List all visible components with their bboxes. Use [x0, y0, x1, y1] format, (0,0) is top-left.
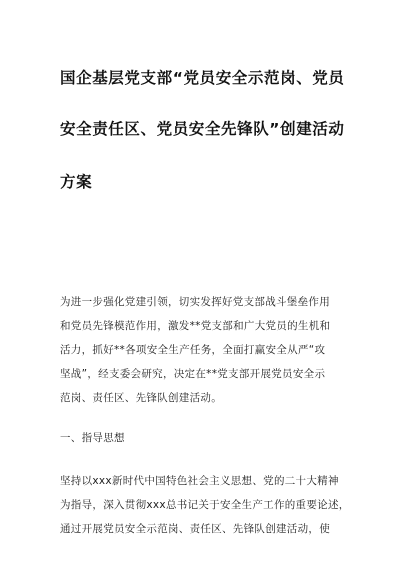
section-paragraph-line-1: 坚持以xxx新时代中国特色社会主义思想、党的二十大精神 — [60, 475, 339, 487]
intro-paragraph-line-2: 和党员先锋模范作用，激发**党支部和广大党员的生机和 — [60, 320, 331, 332]
section-paragraph-line-2: 为指导，深入贯彻xxx总书记关于安全生产工作的重要论述， — [60, 499, 350, 511]
section-heading: 一、指导思想 — [60, 432, 125, 444]
document-title-line-3: 方案 — [60, 173, 93, 191]
document-title-line-2: 安全责任区、党员安全先锋队”创建活动 — [60, 120, 345, 138]
intro-paragraph-line-3: 活力，抓好**各项安全生产任务，全面打赢安全从严“攻 — [60, 344, 326, 356]
intro-paragraph-line-1: 为进一步强化党建引领，切实发挥好党支部战斗堡垒作用 — [60, 296, 330, 308]
document-title-line-1: 国企基层党支部“党员安全示范岗、党员 — [60, 69, 345, 87]
section-paragraph-line-3: 通过开展党员安全示范岗、责任区、先锋队创建活动，使 — [60, 523, 330, 535]
intro-paragraph-line-5: 范岗、责任区、先锋队创建活动。 — [60, 392, 222, 404]
intro-paragraph-line-4: 坚战”，经支委会研究，决定在**党支部开展党员安全示 — [60, 368, 326, 380]
